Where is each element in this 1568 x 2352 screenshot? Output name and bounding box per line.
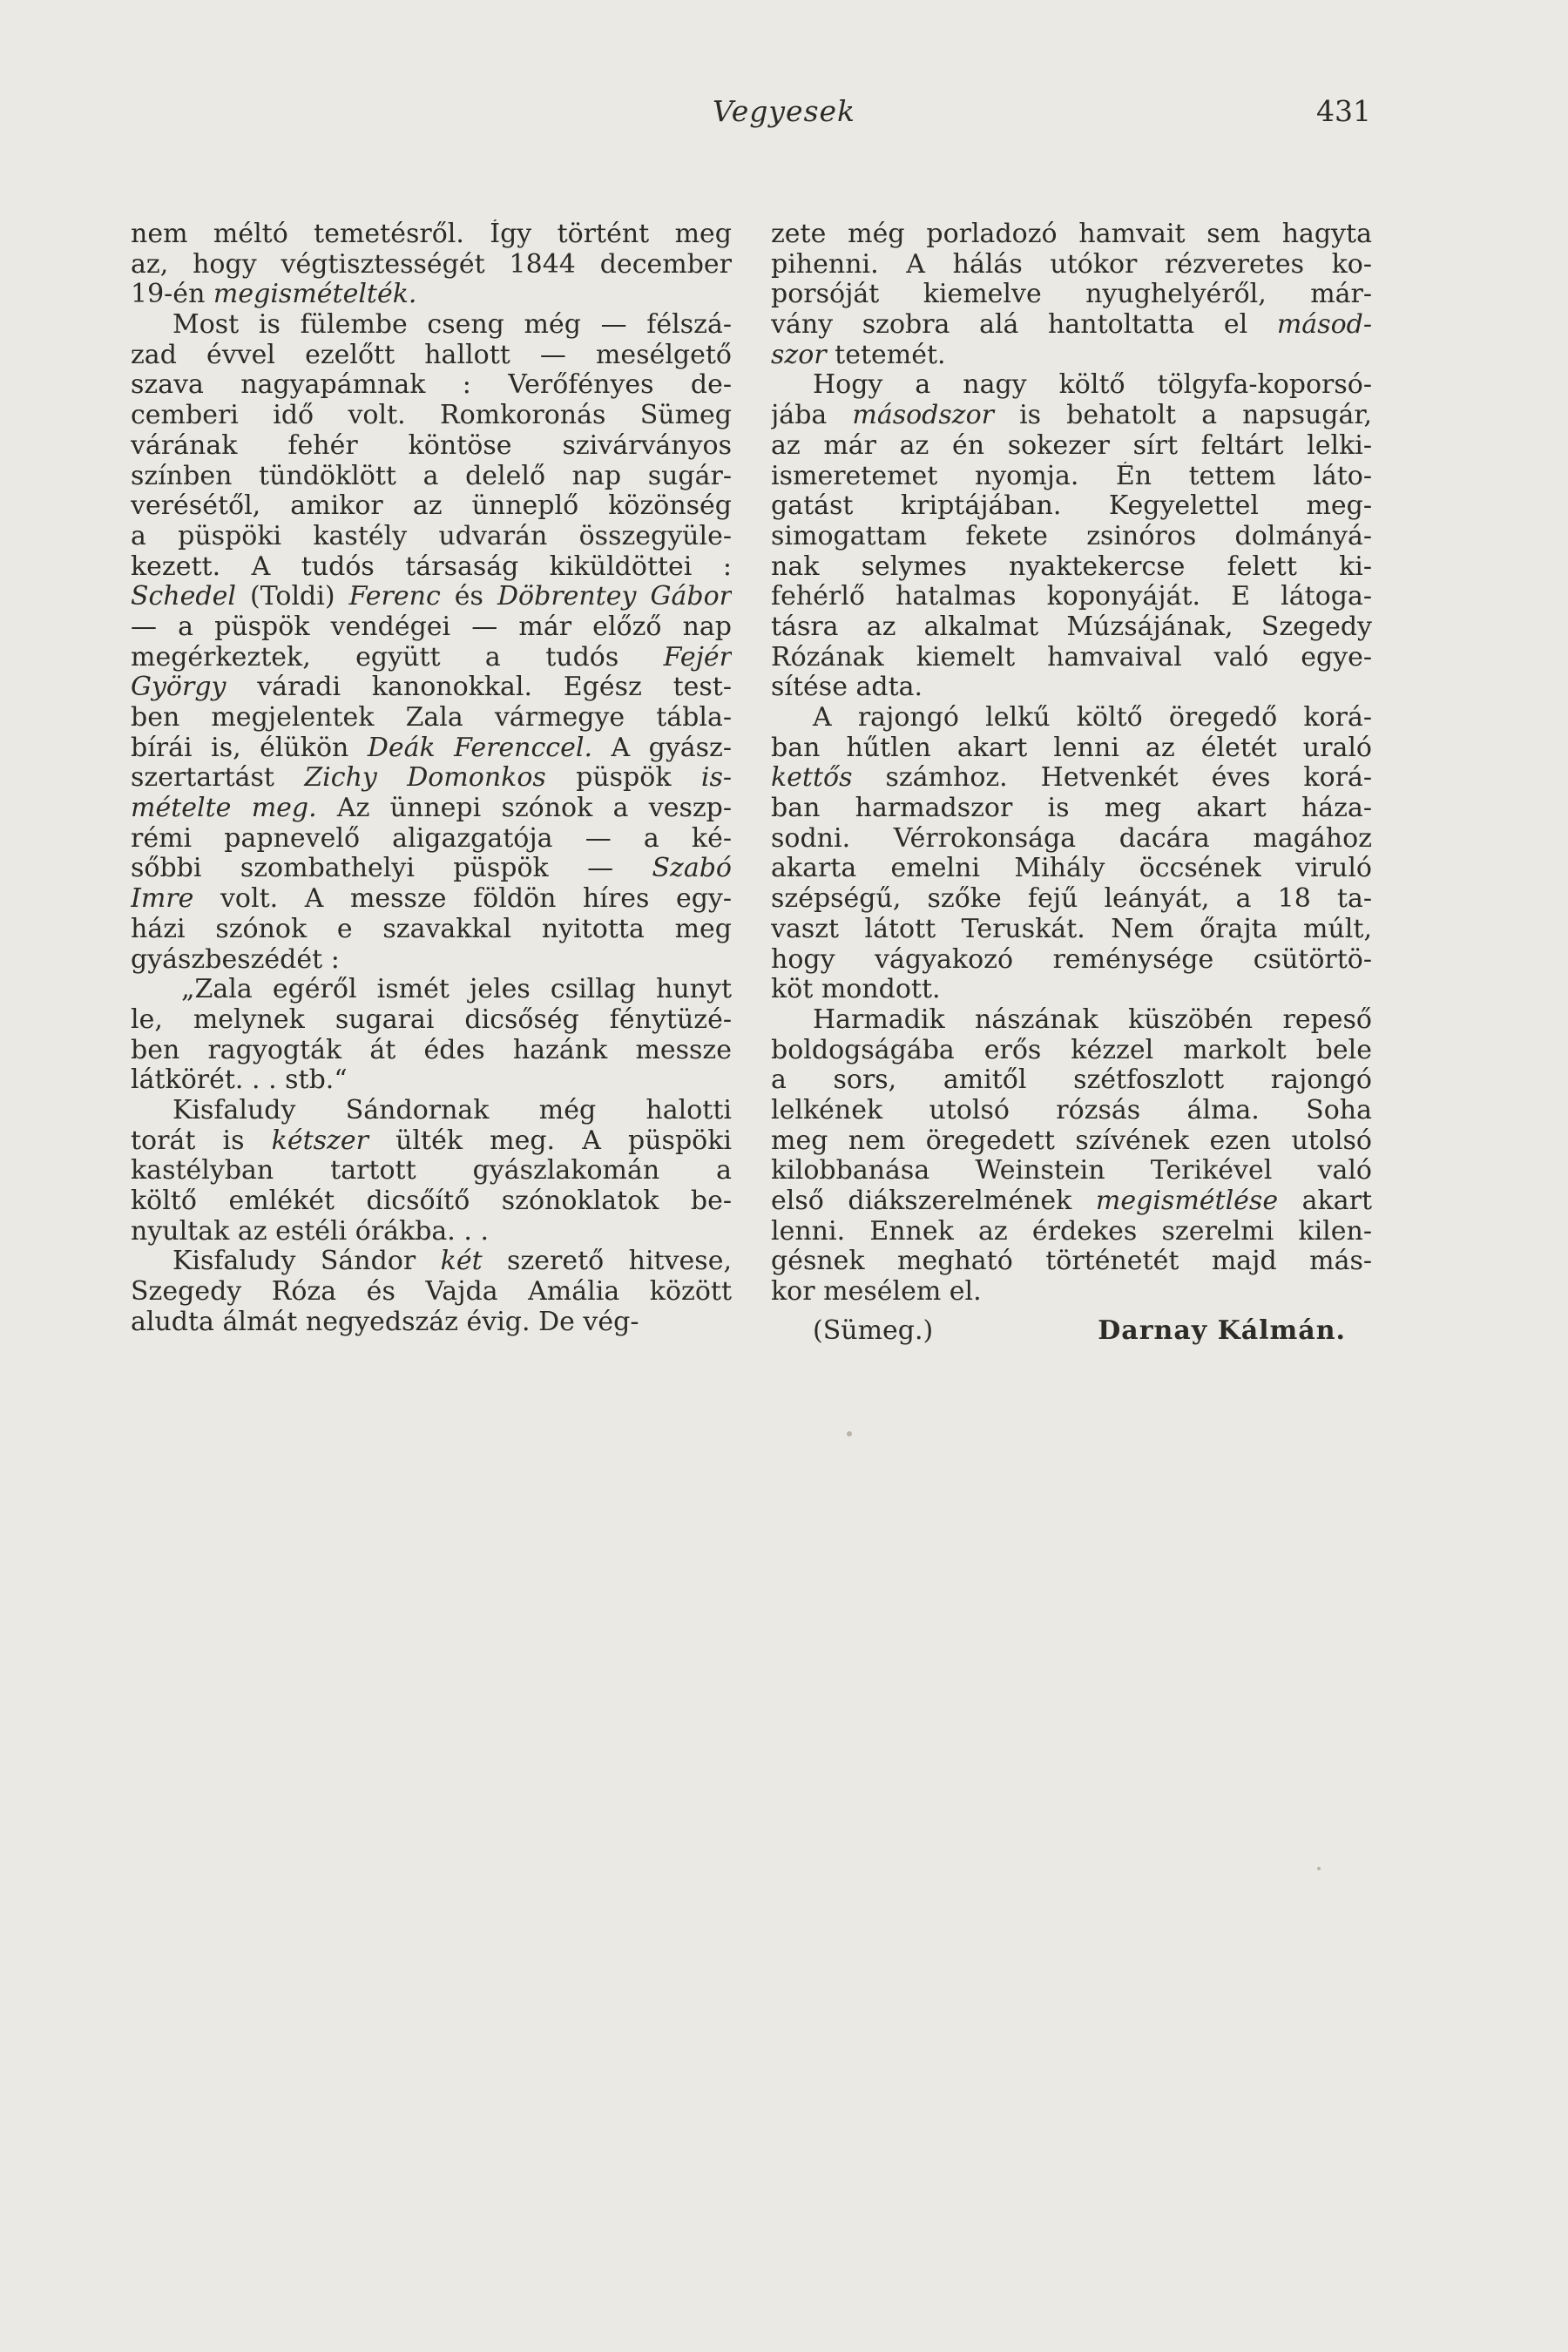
right_column-text-line: akarta emelni Mihály öccsének viruló <box>771 854 1372 884</box>
right_column-text-line: ban hűtlen akart lenni az életét uraló <box>771 733 1372 763</box>
right_column-text-line: lenni. Ennek az érdekes szerelmi kilen- <box>771 1216 1372 1247</box>
left_column-text-line: a püspöki kastély udvarán összegyüle- <box>131 521 732 551</box>
left_column-text-line: cemberi idő volt. Romkoronás Sümeg <box>131 401 732 431</box>
left_column-text-line: nyultak az estéli órákba. . . <box>131 1216 489 1247</box>
right_column-text-line: kor mesélem el. <box>771 1277 982 1308</box>
right_column-text-line: nak selymes nyaktekercse felett ki- <box>771 551 1372 582</box>
right-column <box>771 220 1372 1346</box>
right_column-text-line: Harmadik nászának küszöbén repeső <box>813 1004 1372 1035</box>
right_column-text-line: szépségű, szőke fejű leányát, a 18 ta- <box>771 884 1372 915</box>
left_column-text-line: gyászbeszédét : <box>131 944 340 975</box>
left_column-text-line: megérkeztek, együtt a tudós Fejér <box>131 642 732 672</box>
left_column-text-line: költő emlékét dicsőítő szónoklatok be- <box>131 1186 732 1216</box>
paper-speck <box>1317 1867 1321 1870</box>
right_column-text-line: az már az én sokezer sírt feltárt lelki- <box>771 430 1372 461</box>
left_column-text-line: Schedel (Toldi) Ferenc és Döbrentey Gábor <box>131 582 732 612</box>
right_column-text-line: meg nem öregedett szívének ezen utolsó <box>771 1125 1372 1156</box>
left_column-text-line: színben tündöklött a delelő nap sugár- <box>131 461 732 491</box>
left_column-text-line: ben ragyogták át édes hazánk messze <box>131 1035 732 1065</box>
left_column-text-line: az, hogy végtisztességét 1844 december <box>131 249 732 280</box>
right_column-text-line: gésnek megható történetét majd más- <box>771 1247 1372 1277</box>
right_column-text-line: pihenni. A hálás utókor rézveretes ko- <box>771 249 1372 280</box>
left-column <box>131 220 732 1337</box>
right_column-text-line: porsóját kiemelve nyughelyéről, már- <box>771 280 1372 310</box>
left_column-text-line: szertartást Zichy Domonkos püspök is- <box>131 763 732 794</box>
left_column-text-line: torát is kétszer ülték meg. A püspöki <box>131 1125 732 1156</box>
right_column-text-line: hogy vágyakozó reménysége csütörtö- <box>771 944 1372 975</box>
right_column-text-line: a sors, amitől szétfoszlott rajongó <box>771 1065 1372 1096</box>
paper-speck <box>847 1431 852 1436</box>
right_column-text-line: vaszt látott Teruskát. Nem őrajta múlt, <box>771 914 1372 944</box>
left_column-text-line: le, melynek sugarai dicsőség fénytüzé- <box>131 1004 732 1035</box>
right_column-text-line: fehérlő hatalmas koponyáját. E látoga- <box>771 582 1372 612</box>
left_column-text-line: Most is fülembe cseng még — félszá- <box>172 310 732 341</box>
right_column-text-line: kettős számhoz. Hetvenkét éves korá- <box>771 763 1372 794</box>
left_column-text-line: várának fehér köntöse szivárványos <box>131 430 732 461</box>
right_column-text-line: köt mondott. <box>771 975 941 1005</box>
left_column-text-line: Kisfaludy Sándornak még halotti <box>172 1095 732 1125</box>
right_column-text-line: kilobbanása Weinstein Terikével való <box>771 1156 1372 1186</box>
right_column-text-line: A rajongó lelkű költő öregedő korá- <box>813 703 1372 733</box>
left_column-text-line: Imre volt. A messze földön híres egy- <box>131 884 732 915</box>
right_column-text-line: első diákszerelmének megismétlése akart <box>771 1186 1372 1216</box>
left_column-text-line: szava nagyapámnak : Verőfényes de- <box>131 370 732 401</box>
author-name: Darnay Kálmán. <box>1098 1315 1346 1346</box>
left_column-text-line: házi szónok e szavakkal nyitotta meg <box>131 914 732 944</box>
right_column-text-line: Hogy a nagy költő tölgyfa-koporsó- <box>813 370 1372 401</box>
left_column-text-line: zad évvel ezelőtt hallott — mesélgető <box>131 340 732 370</box>
left_column-text-line: verésétől, amikor az ünneplő közönség <box>131 491 732 522</box>
right_column-text-line: gatást kriptájában. Kegyelettel meg- <box>771 491 1372 522</box>
right_column-text-line: sítése adta. <box>771 672 923 703</box>
left_column-text-line: mételte meg. Az ünnepi szónok a veszp- <box>131 794 732 824</box>
left_column-text-line: látkörét. . . stb.“ <box>131 1065 348 1096</box>
left_column-text-line: kastélyban tartott gyászlakomán a <box>131 1156 732 1186</box>
left_column-text-line: bírái is, élükön Deák Ferenccel. A gyász- <box>131 733 732 763</box>
right_column-text-line: vány szobra alá hantoltatta el másod- <box>771 310 1372 341</box>
right_column-text-line: ban harmadszor is meg akart háza- <box>771 794 1372 824</box>
right_column-text-line: tásra az alkalmat Múzsájának, Szegedy <box>771 612 1372 642</box>
left_column-text-line: rémi papnevelő aligazgatója — a ké- <box>131 823 732 854</box>
left_column-text-line: — a püspök vendégei — már előző nap <box>131 612 732 642</box>
right_column-text-line: Rózának kiemelt hamvaival való egye- <box>771 642 1372 672</box>
right_column-text-line: zete még porladozó hamvait sem hagyta <box>771 220 1372 249</box>
left_column-text-line: György váradi kanonokkal. Egész test- <box>131 672 732 703</box>
right_column-text-line: szor tetemét. <box>771 340 946 370</box>
left_column-text-line: kezett. A tudós társaság kiküldöttei : <box>131 551 732 582</box>
right_column-text-line: jába másodszor is behatolt a napsugár, <box>771 401 1372 431</box>
left_column-text-line: nem méltó temetésről. Így történt meg <box>131 220 732 249</box>
right_column-text-line: boldogságába erős kézzel markolt bele <box>771 1035 1372 1065</box>
left_column-text-line: sőbbi szombathelyi püspök — Szabó <box>131 854 732 884</box>
left_column-text-line: aludta álmát negyedszáz évig. De vég- <box>131 1307 639 1337</box>
right_column-text-line: sodni. Vérrokonsága dacára magához <box>771 823 1372 854</box>
left_column-text-line: ben megjelentek Zala vármegye tábla- <box>131 703 732 733</box>
running-title: Vegyesek <box>712 94 856 128</box>
right_column-text-line: simogattam fekete zsinóros dolmányá- <box>771 521 1372 551</box>
left_column-text-line: „Zala egéről ismét jeles csillag hunyt <box>181 975 732 1005</box>
signature-place: (Sümeg.) <box>813 1315 934 1346</box>
page-number: 431 <box>1316 94 1371 128</box>
left_column-text-line: Szegedy Róza és Vajda Amália között <box>131 1277 732 1308</box>
signature <box>771 1316 1372 1347</box>
right_column-text-line: ismeretemet nyomja. Én tettem láto- <box>771 461 1372 491</box>
running-head <box>0 94 1568 129</box>
left_column-text-line: 19-én megismételték. <box>131 280 417 310</box>
right_column-text-line: lelkének utolsó rózsás álma. Soha <box>771 1095 1372 1125</box>
left_column-text-line: Kisfaludy Sándor két szerető hitvese, <box>172 1247 732 1277</box>
